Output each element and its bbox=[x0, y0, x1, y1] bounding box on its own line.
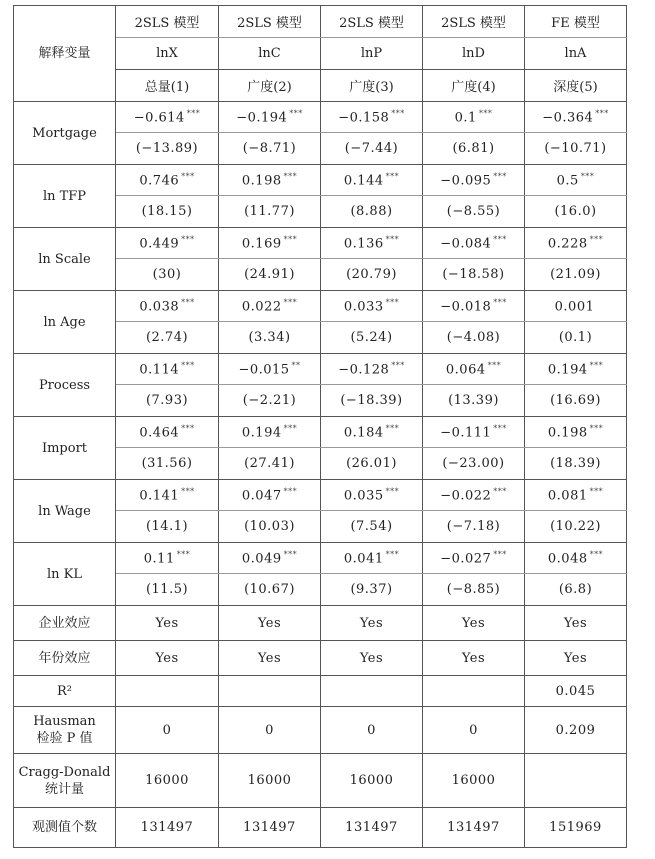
coef-value: −0.158 bbox=[338, 110, 390, 126]
coef-value: −0.095 bbox=[440, 173, 492, 189]
coef-value: 0.033 bbox=[343, 299, 384, 315]
significance-stars: *** bbox=[589, 549, 604, 559]
coef-cell bbox=[423, 480, 525, 511]
t-stat-cell: (6.8) bbox=[525, 574, 627, 606]
t-stat-cell: (16.0) bbox=[525, 196, 627, 228]
t-stat-cell: (7.93) bbox=[116, 385, 219, 417]
coef-value: −0.128 bbox=[338, 362, 390, 378]
coef-cell bbox=[423, 354, 525, 385]
coef-value: 0.449 bbox=[139, 236, 180, 252]
coef-cell bbox=[321, 543, 423, 574]
variable-label: ln TFP bbox=[14, 165, 116, 228]
coef-value: −0.194 bbox=[236, 110, 288, 126]
t-stat-cell: (8.88) bbox=[321, 196, 423, 228]
cragg-donald-label-line1: Cragg-Donald bbox=[18, 764, 111, 780]
hausman-value: 0.209 bbox=[525, 707, 627, 754]
firm-effect-value: Yes bbox=[321, 606, 423, 641]
coef-cell bbox=[321, 228, 423, 259]
header-model-1: 2SLS 模型 bbox=[116, 6, 219, 38]
significance-stars: *** bbox=[181, 297, 195, 307]
t-stat-cell: (13.39) bbox=[423, 385, 525, 417]
significance-stars: *** bbox=[283, 549, 298, 559]
coef-cell bbox=[321, 417, 423, 448]
firm-effect-value: Yes bbox=[525, 606, 627, 641]
cragg-donald-label bbox=[14, 754, 116, 808]
coef-row bbox=[14, 417, 627, 448]
r-squared-value bbox=[423, 676, 525, 707]
significance-stars: *** bbox=[493, 423, 507, 433]
firm-effect-value: Yes bbox=[219, 606, 321, 641]
variable-label: Import bbox=[14, 417, 116, 480]
variable-label: Mortgage bbox=[14, 102, 116, 165]
significance-stars: *** bbox=[589, 423, 604, 433]
coef-value: 0.144 bbox=[343, 173, 384, 189]
t-stat-cell: (26.01) bbox=[321, 448, 423, 480]
significance-stars: *** bbox=[283, 171, 298, 181]
coef-cell bbox=[219, 102, 321, 133]
year-effect-value: Yes bbox=[423, 641, 525, 676]
coef-cell bbox=[525, 102, 627, 133]
coef-value: 0.081 bbox=[547, 488, 588, 504]
hausman-value: 0 bbox=[321, 707, 423, 754]
coef-value: 0.194 bbox=[241, 425, 282, 441]
coef-cell bbox=[321, 354, 423, 385]
variable-label: ln Age bbox=[14, 291, 116, 354]
header-desc-2: 广度(2) bbox=[219, 70, 321, 102]
coef-cell bbox=[321, 102, 423, 133]
cragg-donald-value bbox=[525, 754, 627, 808]
coef-value: 0.049 bbox=[241, 551, 282, 567]
coef-cell bbox=[525, 291, 627, 322]
coef-value: 0.022 bbox=[241, 299, 282, 315]
header-dep-3: lnP bbox=[321, 38, 423, 70]
significance-stars: *** bbox=[493, 486, 507, 496]
t-stat-cell: (31.56) bbox=[116, 448, 219, 480]
cragg-donald-value: 16000 bbox=[219, 754, 321, 808]
coef-cell bbox=[219, 291, 321, 322]
firm-effect-value: Yes bbox=[423, 606, 525, 641]
t-stat-cell: (9.37) bbox=[321, 574, 423, 606]
coef-value: −0.015 bbox=[238, 362, 290, 378]
regression-table bbox=[13, 5, 627, 848]
coef-cell bbox=[116, 291, 219, 322]
coef-value: 0.136 bbox=[343, 236, 384, 252]
significance-stars: *** bbox=[589, 486, 604, 496]
coef-cell bbox=[116, 354, 219, 385]
coef-cell bbox=[423, 165, 525, 196]
header-model-4: 2SLS 模型 bbox=[423, 6, 525, 38]
coef-cell bbox=[525, 165, 627, 196]
hausman-label bbox=[14, 707, 116, 754]
significance-stars: *** bbox=[580, 171, 595, 181]
coef-cell bbox=[423, 228, 525, 259]
t-stat-cell: (7.54) bbox=[321, 511, 423, 543]
significance-stars: *** bbox=[493, 171, 507, 181]
year-effect-value: Yes bbox=[219, 641, 321, 676]
significance-stars: *** bbox=[181, 171, 195, 181]
coef-cell bbox=[525, 543, 627, 574]
observations-value: 131497 bbox=[219, 808, 321, 848]
coef-cell bbox=[321, 291, 423, 322]
coef-value: 0.141 bbox=[139, 488, 180, 504]
coef-value: 0.198 bbox=[241, 173, 282, 189]
coef-cell bbox=[525, 480, 627, 511]
t-stat-cell: (−13.89) bbox=[116, 133, 219, 165]
header-desc-1: 总量(1) bbox=[116, 70, 219, 102]
significance-stars: *** bbox=[186, 108, 201, 118]
significance-stars: *** bbox=[385, 297, 400, 307]
t-stat-cell: (24.91) bbox=[219, 259, 321, 291]
header-model-2: 2SLS 模型 bbox=[219, 6, 321, 38]
variable-label: ln Scale bbox=[14, 228, 116, 291]
observations-value: 131497 bbox=[116, 808, 219, 848]
cragg-donald-value: 16000 bbox=[423, 754, 525, 808]
t-stat-cell: (27.41) bbox=[219, 448, 321, 480]
coef-cell bbox=[321, 165, 423, 196]
header-dep-1: lnX bbox=[116, 38, 219, 70]
t-stat-cell: (−18.58) bbox=[423, 259, 525, 291]
cragg-donald-value: 16000 bbox=[116, 754, 219, 808]
significance-stars: *** bbox=[385, 171, 400, 181]
t-stat-cell: (11.5) bbox=[116, 574, 219, 606]
coef-value: 0.047 bbox=[241, 488, 282, 504]
cragg-donald-row bbox=[14, 754, 627, 808]
significance-stars: *** bbox=[385, 423, 400, 433]
significance-stars: ** bbox=[291, 360, 301, 370]
coef-row bbox=[14, 102, 627, 133]
coef-cell bbox=[219, 228, 321, 259]
coef-row bbox=[14, 228, 627, 259]
coef-row bbox=[14, 543, 627, 574]
coef-cell bbox=[116, 228, 219, 259]
t-stat-cell: (21.09) bbox=[525, 259, 627, 291]
hausman-label-line1: Hausman bbox=[33, 714, 96, 729]
t-stat-cell: (10.22) bbox=[525, 511, 627, 543]
year-effect-value: Yes bbox=[525, 641, 627, 676]
significance-stars: *** bbox=[391, 108, 405, 118]
hausman-value: 0 bbox=[423, 707, 525, 754]
r-squared-value bbox=[321, 676, 423, 707]
t-stat-cell: (14.1) bbox=[116, 511, 219, 543]
coef-value: −0.364 bbox=[542, 110, 594, 126]
header-dep-5: lnA bbox=[525, 38, 627, 70]
t-stat-cell: (10.03) bbox=[219, 511, 321, 543]
coef-row bbox=[14, 165, 627, 196]
coef-cell bbox=[219, 543, 321, 574]
coef-cell bbox=[219, 354, 321, 385]
coef-cell bbox=[423, 291, 525, 322]
significance-stars: *** bbox=[595, 108, 609, 118]
hausman-value: 0 bbox=[219, 707, 321, 754]
t-stat-cell: (16.69) bbox=[525, 385, 627, 417]
t-stat-cell: (5.24) bbox=[321, 322, 423, 354]
significance-stars: *** bbox=[181, 360, 195, 370]
header-dep-2: lnC bbox=[219, 38, 321, 70]
significance-stars: *** bbox=[283, 234, 298, 244]
t-stat-cell: (−8.55) bbox=[423, 196, 525, 228]
coef-value: 0.746 bbox=[139, 173, 180, 189]
significance-stars: *** bbox=[385, 486, 400, 496]
header-model-3: 2SLS 模型 bbox=[321, 6, 423, 38]
t-stat-cell: (18.15) bbox=[116, 196, 219, 228]
observations-value: 131497 bbox=[423, 808, 525, 848]
t-stat-cell: (3.34) bbox=[219, 322, 321, 354]
header-desc-3: 广度(3) bbox=[321, 70, 423, 102]
coef-cell bbox=[525, 354, 627, 385]
r-squared-value bbox=[116, 676, 219, 707]
t-stat-cell: (30) bbox=[116, 259, 219, 291]
hausman-label-line2: 检验 P 值 bbox=[36, 731, 93, 746]
regression-table-container bbox=[13, 5, 627, 848]
cragg-donald-value: 16000 bbox=[321, 754, 423, 808]
t-stat-cell: (6.81) bbox=[423, 133, 525, 165]
t-stat-cell: (−4.08) bbox=[423, 322, 525, 354]
coef-value: 0.194 bbox=[547, 362, 588, 378]
year-effect-value: Yes bbox=[116, 641, 219, 676]
coef-value: 0.041 bbox=[343, 551, 384, 567]
hausman-row bbox=[14, 707, 627, 754]
t-stat-cell: (20.79) bbox=[321, 259, 423, 291]
significance-stars: *** bbox=[487, 360, 502, 370]
coef-value: 0.228 bbox=[547, 236, 588, 252]
coef-cell bbox=[116, 417, 219, 448]
coef-cell bbox=[321, 480, 423, 511]
header-dep-4: lnD bbox=[423, 38, 525, 70]
significance-stars: *** bbox=[391, 360, 405, 370]
coef-value: 0.114 bbox=[139, 362, 180, 378]
coef-cell bbox=[116, 102, 219, 133]
year-effect-row bbox=[14, 641, 627, 676]
significance-stars: *** bbox=[181, 234, 195, 244]
coef-value: −0.018 bbox=[440, 299, 492, 315]
t-stat-cell: (−18.39) bbox=[321, 385, 423, 417]
observations-label: 观测值个数 bbox=[14, 808, 116, 848]
significance-stars: *** bbox=[385, 549, 400, 559]
coef-value: −0.111 bbox=[440, 425, 492, 441]
firm-effect-row bbox=[14, 606, 627, 641]
observations-value: 151969 bbox=[525, 808, 627, 848]
coef-value: 0.001 bbox=[554, 299, 595, 315]
firm-effect-value: Yes bbox=[116, 606, 219, 641]
coef-value: 0.198 bbox=[547, 425, 588, 441]
t-stat-cell: (−2.21) bbox=[219, 385, 321, 417]
significance-stars: *** bbox=[493, 549, 507, 559]
r-squared-value: 0.045 bbox=[525, 676, 627, 707]
significance-stars: *** bbox=[493, 234, 507, 244]
coef-value: 0.064 bbox=[445, 362, 486, 378]
year-effect-value: Yes bbox=[321, 641, 423, 676]
coef-value: 0.5 bbox=[556, 173, 579, 189]
significance-stars: *** bbox=[181, 423, 195, 433]
header-var-label: 解释变量 bbox=[14, 6, 116, 102]
variable-label: Process bbox=[14, 354, 116, 417]
coef-value: 0.11 bbox=[143, 551, 175, 567]
year-effect-label: 年份效应 bbox=[14, 641, 116, 676]
coef-row bbox=[14, 480, 627, 511]
significance-stars: *** bbox=[283, 297, 298, 307]
variable-label: ln KL bbox=[14, 543, 116, 606]
observations-value: 131497 bbox=[321, 808, 423, 848]
significance-stars: *** bbox=[283, 423, 298, 433]
coef-cell bbox=[525, 417, 627, 448]
hausman-value: 0 bbox=[116, 707, 219, 754]
r-squared-label: R² bbox=[14, 676, 116, 707]
significance-stars: *** bbox=[589, 360, 604, 370]
significance-stars: *** bbox=[589, 234, 604, 244]
t-stat-cell: (10.67) bbox=[219, 574, 321, 606]
coef-cell bbox=[525, 228, 627, 259]
coef-value: 0.048 bbox=[547, 551, 588, 567]
significance-stars: *** bbox=[176, 549, 191, 559]
coef-value: −0.614 bbox=[133, 110, 185, 126]
t-stat-cell: (−7.44) bbox=[321, 133, 423, 165]
significance-stars: *** bbox=[283, 486, 298, 496]
coef-cell bbox=[116, 165, 219, 196]
coef-cell bbox=[423, 417, 525, 448]
coef-value: −0.027 bbox=[440, 551, 492, 567]
coef-cell bbox=[219, 165, 321, 196]
coef-cell bbox=[116, 543, 219, 574]
coef-row bbox=[14, 291, 627, 322]
coef-value: 0.035 bbox=[343, 488, 384, 504]
t-stat-cell: (0.1) bbox=[525, 322, 627, 354]
coef-value: 0.184 bbox=[343, 425, 384, 441]
r-squared-row bbox=[14, 676, 627, 707]
r-squared-value bbox=[219, 676, 321, 707]
coef-value: 0.1 bbox=[454, 110, 477, 126]
significance-stars: *** bbox=[493, 297, 507, 307]
header-desc-4: 广度(4) bbox=[423, 70, 525, 102]
coef-value: −0.022 bbox=[440, 488, 492, 504]
significance-stars: *** bbox=[289, 108, 303, 118]
coef-value: −0.084 bbox=[440, 236, 492, 252]
coef-row bbox=[14, 354, 627, 385]
coef-cell bbox=[423, 543, 525, 574]
t-stat-cell: (−23.00) bbox=[423, 448, 525, 480]
t-stat-cell: (−10.71) bbox=[525, 133, 627, 165]
significance-stars: *** bbox=[181, 486, 195, 496]
header-model-5: FE 模型 bbox=[525, 6, 627, 38]
t-stat-cell: (−7.18) bbox=[423, 511, 525, 543]
coef-value: 0.464 bbox=[139, 425, 180, 441]
coef-cell bbox=[219, 480, 321, 511]
variable-label: ln Wage bbox=[14, 480, 116, 543]
significance-stars: *** bbox=[478, 108, 493, 118]
t-stat-cell: (−8.71) bbox=[219, 133, 321, 165]
firm-effect-label: 企业效应 bbox=[14, 606, 116, 641]
t-stat-cell: (2.74) bbox=[116, 322, 219, 354]
t-stat-cell: (11.77) bbox=[219, 196, 321, 228]
cragg-donald-label-line2: 统计量 bbox=[44, 781, 84, 797]
observations-row bbox=[14, 808, 627, 848]
coef-value: 0.038 bbox=[139, 299, 180, 315]
coef-value: 0.169 bbox=[241, 236, 282, 252]
header-desc-5: 深度(5) bbox=[525, 70, 627, 102]
t-stat-cell: (−8.85) bbox=[423, 574, 525, 606]
coef-cell bbox=[219, 417, 321, 448]
coef-cell bbox=[423, 102, 525, 133]
t-stat-cell: (18.39) bbox=[525, 448, 627, 480]
significance-stars: *** bbox=[385, 234, 400, 244]
coef-cell bbox=[116, 480, 219, 511]
